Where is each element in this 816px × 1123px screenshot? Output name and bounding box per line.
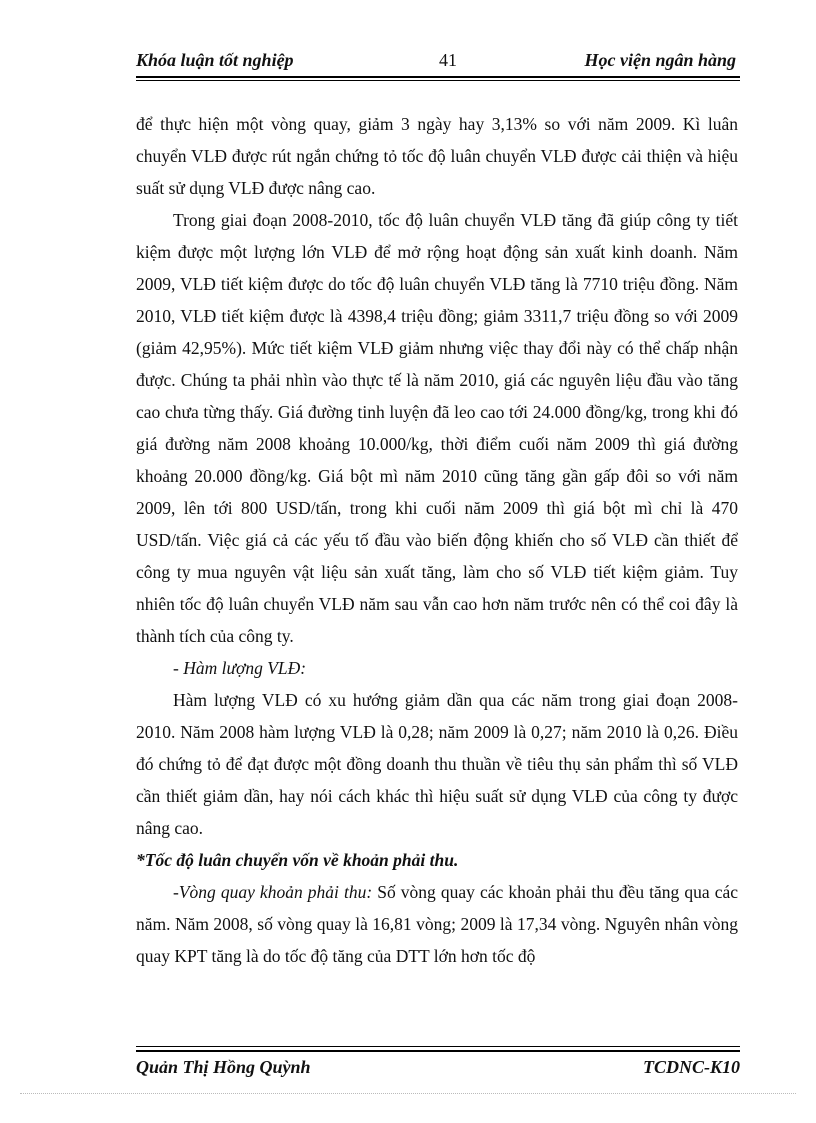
- paragraph-continuation: để thực hiện một vòng quay, giảm 3 ngày hay 3,13% so với năm 2009. Kì luân chuyển VLĐ được rút ngắn chứng tỏ tốc độ luân chuyển VLĐ được cải thiện và hiệu suất sử dụng VLĐ được nâng cao.: [136, 114, 738, 198]
- footer-rule-thick: [136, 1050, 740, 1052]
- footer-class-code: TCDNC-K10: [642, 1057, 740, 1077]
- paragraph-working-capital-ratio: Hàm lượng VLĐ có xu hướng giảm dần qua các năm trong giai đoạn 2008- 2010. Năm 2008 hàm lượng VLĐ là 0,28; năm 2009 là 0,27; năm 2010 là 0,26. Điều đó chứng tỏ để đạt được một đồng doanh thu thuần về tiêu thụ sản phẩm thì số VLĐ cần thiết giảm dần, hay nói cách khác thì hiệu suất sử dụng VLĐ của công ty được nâng cao.: [136, 690, 738, 838]
- page-number: 41: [439, 50, 457, 70]
- header-rule-thick: [136, 76, 740, 78]
- header-institution: Học viện ngân hàng: [584, 50, 736, 70]
- receivables-turnover-text: Số vòng quay các khoản phải thu đều tăng qua các năm. Năm 2008, số vòng quay là 16,81 vòng; 2009 là 17,34 vòng. Nguyên nhân vòng quay KPT tăng là do tốc độ tăng của DTT lớn hơn tốc độ: [136, 882, 738, 966]
- paragraph-savings: Trong giai đoạn 2008-2010, tốc độ luân chuyển VLĐ tăng đã giúp công ty tiết kiệm được một lượng lớn VLĐ để mở rộng hoạt động sản xuất kinh doanh. Năm 2009, VLĐ tiết kiệm được do tốc độ luân chuyển VLĐ tăng là 7710 triệu đồng. Năm 2010, VLĐ tiết kiệm được là 4398,4 triệu đồng; giảm 3311,7 triệu đồng so với 2009 (giảm 42,95%). Mức tiết kiệm VLĐ giảm nhưng việc thay đổi này có thể chấp nhận được. Chúng ta phải nhìn vào thực tế là năm 2010, giá các nguyên liệu đầu vào tăng cao chưa từng thấy. Giá đường tinh luyện đã leo cao tới 24.000 đồng/kg, trong khi đó giá đường năm 2008 khoảng 10.000/kg, thời điểm cuối năm 2009 thì giá đường khoảng 20.000 đồng/kg. Giá bột mì năm 2010 cũng tăng gần gấp đôi so với năm 2009, lên tới 800 USD/tấn, trong khi cuối năm 2009 thì giá bột mì chỉ là 470 USD/tấn. Việc giá cả các yếu tố đầu vào biến động khiến cho số VLĐ cần thiết để công ty mua nguyên vật liệu sản xuất tăng, làm cho số VLĐ tiết kiệm giảm. Tuy nhiên tốc độ luân chuyển VLĐ năm sau vẫn cao hơn năm trước nên có thể coi đây là thành tích của công ty.: [136, 210, 738, 646]
- footer-rule-thin: [136, 1046, 740, 1047]
- page-bottom-border: [20, 1093, 796, 1094]
- paragraph-receivables-turnover: [136, 876, 738, 972]
- section-heading-receivables: *Tốc độ luân chuyển vốn về khoản phải thu.: [136, 850, 459, 870]
- page-header: [136, 46, 736, 74]
- page-footer: [136, 1054, 740, 1080]
- subheading-working-capital-ratio: - Hàm lượng VLĐ:: [173, 658, 307, 678]
- document-body: [136, 108, 738, 972]
- receivables-turnover-label: -Vòng quay khoản phải thu:: [173, 882, 373, 902]
- header-rule-thin: [136, 80, 740, 81]
- header-thesis-title: Khóa luận tốt nghiệp: [136, 50, 294, 70]
- footer-author: Quản Thị Hồng Quỳnh: [136, 1057, 311, 1077]
